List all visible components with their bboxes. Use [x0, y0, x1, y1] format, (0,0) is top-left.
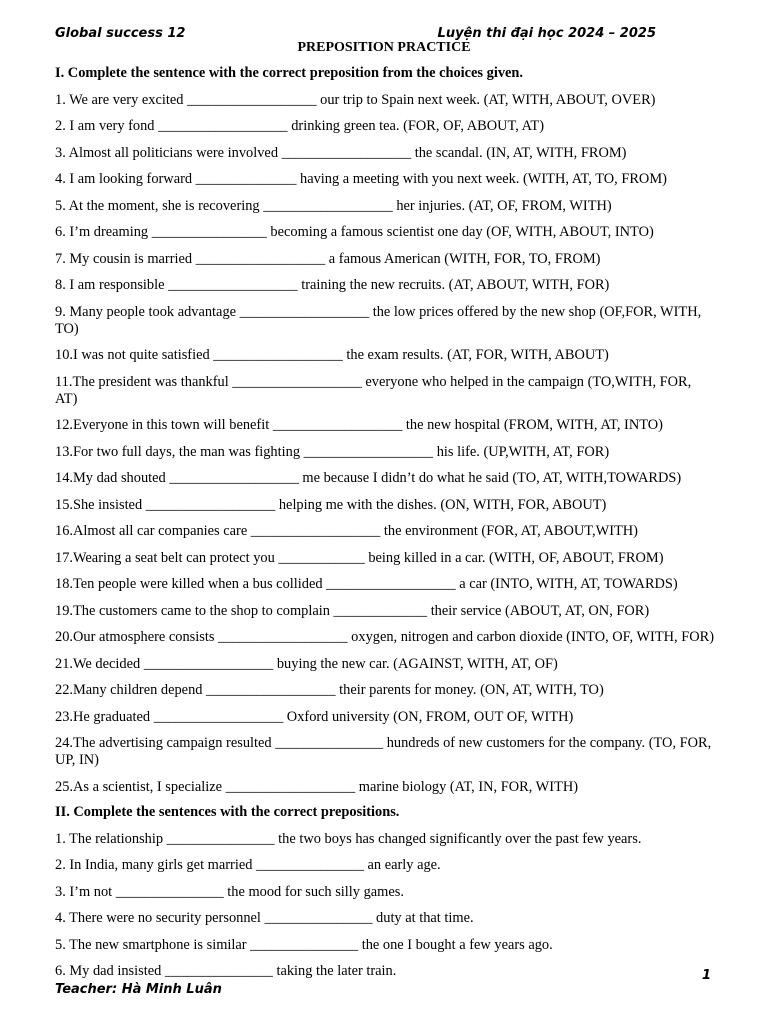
question-1-6: 6. I’m dreaming ________________ becoming a famous scientist one day (OF, WITH, ABOUT, INTO) [55, 224, 654, 240]
question-2-5: 5. The new smartphone is similar _______________ the one I bought a few years ago. [55, 936, 553, 953]
question-1-11: 11.The president was thankful __________________ everyone who helped in the campaign (TO,WITH, FOR, AT) [55, 373, 692, 407]
question-1-16: 16.Almost all car companies care __________________ the environment (FOR, AT, ABOUT,WITH) [55, 523, 638, 539]
question-1-3: 3. Almost all politicians were involved __________________ the scandal. (IN, AT, WITH, FROM) [55, 144, 627, 161]
question-1-25: 25.As a scientist, I specialize __________________ marine biology (AT, IN, FOR, WITH) [55, 778, 579, 795]
question-2-3: 3. I’m not _______________ the mood for such silly games. [55, 883, 404, 900]
header-course: Global success 12 [55, 26, 186, 41]
question-1-8: 8. I am responsible __________________ training the new recruits. (AT, ABOUT, WITH, FOR) [55, 277, 610, 293]
question-1-17: 17.Wearing a seat belt can protect you ____________ being killed in a car. (WITH, OF, ABOUT, FROM) [55, 549, 664, 566]
question-1-20: 20.Our atmosphere consists __________________ oxygen, nitrogen and carbon dioxide (INTO, OF, WITH, FOR) [55, 629, 714, 645]
header-exam-year: Luyện thi đại học 2024 – 2025 [437, 26, 656, 41]
question-1-1: 1. We are very excited __________________ our trip to Spain next week. (AT, WITH, ABOUT, OVER) [55, 91, 656, 108]
question-1-23: 23.He graduated __________________ Oxford university (ON, FROM, OUT OF, WITH) [55, 708, 574, 725]
worksheet-content [55, 65, 715, 990]
question-1-4: 4. I am looking forward ______________ having a meeting with you next week. (WITH, AT, TO, FROM) [55, 171, 667, 187]
question-1-5: 5. At the moment, she is recovering __________________ her injuries. (AT, OF, FROM, WITH) [55, 197, 612, 214]
question-1-2: 2. I am very fond __________________ drinking green tea. (FOR, OF, ABOUT, AT) [55, 118, 545, 134]
question-1-22: 22.Many children depend __________________ their parents for money. (ON, AT, WITH, TO) [55, 682, 604, 698]
question-2-6: 6. My dad insisted _______________ taking the later train. [55, 963, 397, 979]
question-1-13: 13.For two full days, the man was fighting __________________ his life. (UP,WITH, AT, FOR) [55, 443, 610, 460]
question-1-21: 21.We decided __________________ buying the new car. (AGAINST, WITH, AT, OF) [55, 655, 558, 672]
question-1-10: 10.I was not quite satisfied __________________ the exam results. (AT, FOR, WITH, ABOUT) [55, 347, 609, 363]
page-number: 1 [701, 968, 711, 983]
question-1-15: 15.She insisted __________________ helping me with the dishes. (ON, WITH, FOR, ABOUT) [55, 496, 607, 513]
question-2-1: 1. The relationship _______________ the two boys has changed significantly over the past few years. [55, 830, 642, 847]
section-2-heading: II. Complete the sentences with the correct prepositions. [55, 804, 400, 820]
question-1-18: 18.Ten people were killed when a bus collided __________________ a car (INTO, WITH, AT, TOWARDS) [55, 576, 678, 592]
question-2-4: 4. There were no security personnel _______________ duty at that time. [55, 910, 474, 926]
page-title: PREPOSITION PRACTICE [297, 40, 471, 55]
question-1-24: 24.The advertising campaign resulted _______________ hundreds of new customers for the company. (TO, FOR, UP, IN) [55, 735, 712, 768]
question-2-2: 2. In India, many girls get married _______________ an early age. [55, 857, 441, 873]
question-1-19: 19.The customers came to the shop to complain _____________ their service (ABOUT, AT, ON, FOR) [55, 602, 650, 619]
question-1-14: 14.My dad shouted __________________ me because I didn’t do what he said (TO, AT, WITH,TOWARDS) [55, 470, 682, 486]
section-1-heading: I. Complete the sentence with the correct preposition from the choices given. [55, 65, 524, 81]
question-1-7: 7. My cousin is married __________________ a famous American (WITH, FOR, TO, FROM) [55, 250, 601, 267]
question-1-9: 9. Many people took advantage __________________ the low prices offered by the new shop (OF,FOR, WITH, TO) [55, 303, 702, 337]
footer-teacher: Teacher: Hà Minh Luân [55, 982, 222, 997]
question-1-12: 12.Everyone in this town will benefit __________________ the new hospital (FROM, WITH, AT, INTO) [55, 417, 663, 433]
